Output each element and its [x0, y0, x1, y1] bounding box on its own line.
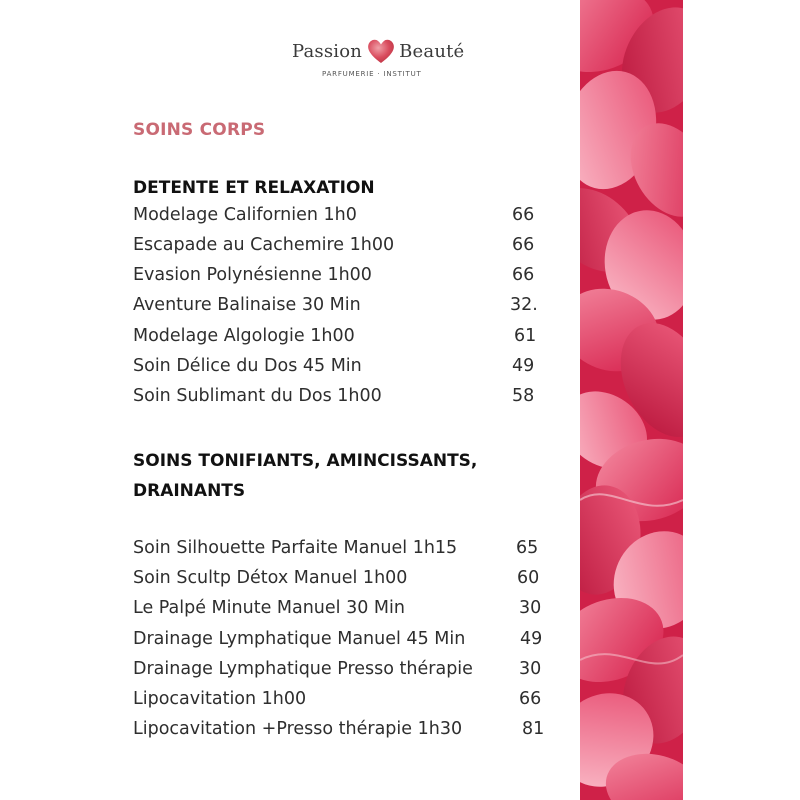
rose-petals-image — [580, 0, 683, 800]
list-item — [133, 205, 543, 231]
list-item — [133, 538, 543, 564]
list-item — [133, 598, 543, 624]
item-price: 30 — [519, 598, 542, 618]
item-price: 58 — [512, 386, 535, 406]
logo-subtitle: PARFUMERIE · INSTITUT — [322, 70, 422, 78]
list-item — [133, 629, 543, 655]
item-price: 66 — [512, 265, 535, 285]
item-price: 66 — [519, 689, 542, 709]
list-item — [133, 356, 543, 382]
group-title-line: DRAINANTS — [133, 481, 246, 501]
logo-wordmark — [292, 36, 464, 66]
item-name: Modelage Algologie 1h00 — [133, 326, 355, 346]
group-title-line: SOINS TONIFIANTS, AMINCISSANTS, — [133, 451, 478, 471]
item-name: Lipocavitation 1h00 — [133, 689, 307, 709]
item-price: 32. — [510, 295, 538, 315]
list-item — [133, 295, 543, 321]
item-price: 65 — [516, 538, 539, 558]
item-name: Lipocavitation +Presso thérapie 1h30 — [133, 719, 463, 739]
item-name: Evasion Polynésienne 1h00 — [133, 265, 372, 285]
item-price: 81 — [522, 719, 545, 739]
item-price: 66 — [512, 235, 535, 255]
list-item — [133, 689, 543, 715]
section-title: SOINS CORPS — [133, 120, 266, 140]
brand-logo — [278, 22, 468, 90]
list-item — [133, 719, 543, 745]
list-item — [133, 235, 543, 261]
item-name: Soin Silhouette Parfaite Manuel 1h15 — [133, 538, 458, 558]
list-item — [133, 659, 543, 685]
group-title-tonifiants — [133, 446, 553, 506]
list-item — [133, 386, 543, 412]
item-name: Drainage Lymphatique Manuel 45 Min — [133, 629, 466, 649]
item-name: Drainage Lymphatique Presso thérapie — [133, 659, 473, 679]
item-price: 66 — [512, 205, 535, 225]
item-price: 61 — [514, 326, 537, 346]
item-name: Escapade au Cachemire 1h00 — [133, 235, 395, 255]
petals-illustration — [580, 0, 683, 800]
heart-icon — [366, 37, 396, 65]
item-name: Soin Scultp Détox Manuel 1h00 — [133, 568, 408, 588]
item-name: Aventure Balinaise 30 Min — [133, 295, 361, 315]
logo-word-left: Passion — [292, 40, 363, 62]
item-name: Soin Délice du Dos 45 Min — [133, 356, 362, 376]
list-item — [133, 568, 543, 594]
logo-word-right: Beauté — [399, 40, 465, 62]
item-name: Le Palpé Minute Manuel 30 Min — [133, 598, 405, 618]
list-item — [133, 326, 543, 352]
item-name: Modelage Californien 1h0 — [133, 205, 357, 225]
item-price: 60 — [517, 568, 540, 588]
item-price: 30 — [519, 659, 542, 679]
item-price: 49 — [520, 629, 543, 649]
item-name: Soin Sublimant du Dos 1h00 — [133, 386, 382, 406]
list-item — [133, 265, 543, 291]
item-price: 49 — [512, 356, 535, 376]
group-title-relaxation: DETENTE ET RELAXATION — [133, 178, 375, 198]
